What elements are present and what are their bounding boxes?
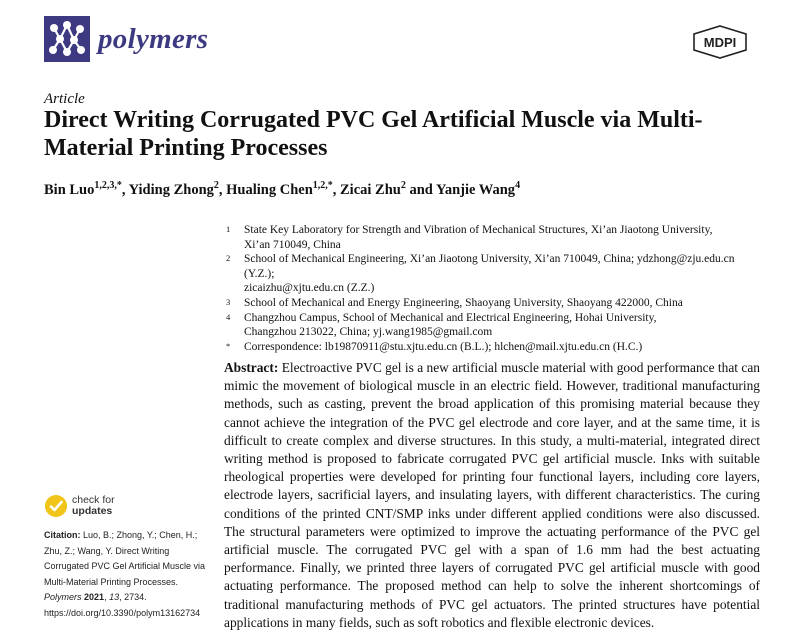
author-affiliation-marker: 2 [400,180,406,191]
author-affiliation-marker: 1,2,* [312,180,333,191]
abstract-text: Electroactive PVC gel is a new artificial muscle material with good performance that can mimic the movement of biological muscle in an electric field. However, traditional manufacturing methods, such as casting, prevent the broad application of this promising material because they cannot achieve the integration of the PVC gel electrode and core layer, and at the same time, it is difficult to create complex and diverse structures. In this study, a multi-material, integrated direct writing method is proposed to fabricate corrugated PVC gel artificial muscle. Inks with suitable rheological properties were developed for printing four functional layers, including core layers, electrode layers, sacrificial layers, and insulating layers, with different characteristics. The curing conditions of the printed CNT/SMP inks under different applied conditions were also discussed. The structural parameters were optimized to improve the actuating performance of the PVC gel artificial muscle. The corrugated PVC gel with a span of 1.6 mm had the best actuating performance. Finally, we printed three layers of corrugated PVC gel artificial muscle with good actuating performance. The proposed method can help to solve the inherent shortcomings of traditional manufacturing methods of PVC gel actuators. The printed structures have potential applications in many fields, such as soft robotics and flexible electronic devices. [224,360,760,630]
check-line2: updates [72,505,113,517]
affiliation-number: 1 [226,224,231,234]
affiliation-line: Correspondence: lb19870911@stu.xjtu.edu.cn (B.L.); hlchen@mail.xjtu.edu.cn (H.C.) [244,340,643,353]
affiliation-line: Changzhou 213022, China; yj.wang1985@gmail.com [244,326,493,339]
affiliation-line: School of Mechanical Engineering, Xi’an Jiaotong University, Xi’an 710049, China; ydzhong@zju.edu.cn (Y.Z.); [244,253,735,280]
author-name: Bin Luo [44,181,95,198]
author-affiliation-marker: 4 [515,180,521,191]
author-name: Zicai Zhu [340,181,401,198]
citation-volume: 13 [109,592,120,602]
citation-text: Luo, B.; Zhong, Y.; Chen, H.; Zhu, Z.; Wang, Y. Direct Writing Corrugated PVC Gel Artificial Muscle via Multi-Material Printing Processes. [44,530,206,587]
abstract [224,359,760,632]
citation-block: Citation: Luo, B.; Zhong, Y.; Chen, H.; Zhu, Z.; Wang, Y. Direct Writing Corrugated PVC Gel Artificial Muscle via Multi-Material Printing Processes. Polymers 2021, 13, 2734. https://doi.org/10.3390/polym13162734 [44,530,206,618]
abstract-label: Abstract: [224,360,279,375]
author-separator: , [121,181,129,198]
check-line1: check for [72,494,115,506]
affiliation-line: Xi’an 710049, China [244,238,341,251]
affiliation-number: 2 [226,253,231,264]
article-type: Article [44,91,85,107]
check-for-updates-button[interactable] [44,494,154,522]
affiliation-item [226,223,766,252]
check-badge-icon [44,494,68,518]
affiliation-item [226,340,766,355]
citation-year: 2021 [84,592,105,602]
citation-journal: Polymers [44,592,82,602]
affiliation-number: 3 [226,296,231,307]
affiliation-number: 4 [226,311,231,322]
affiliation-item [226,252,766,296]
author-name: Hualing Chen [226,181,313,198]
citation-pages: 2734. [124,592,147,602]
author-separator: , [218,181,227,198]
mdpi-logo [688,24,752,60]
author-affiliation-marker: 2 [213,180,219,191]
publisher-name: MDPI [703,35,737,50]
author-separator: , [332,181,341,198]
author-separator: and [405,181,436,198]
article-title: Direct Writing Corrugated PVC Gel Artificial Muscle via Multi-Material Printing Processes [44,107,703,161]
author-list [44,180,520,199]
affiliation-item [226,311,766,340]
author-name: Yiding Zhong [128,181,214,198]
affiliation-line: Changzhou Campus, School of Mechanical and Electrical Engineering, Hohai University, [244,311,657,324]
author-affiliation-marker: 1,2,3,* [94,180,122,191]
polymers-logo-icon [44,16,90,62]
journal-name: polymers [98,23,209,55]
affiliation-number: * [226,340,231,351]
affiliation-line: School of Mechanical and Energy Engineering, Shaoyang University, Shaoyang 422000, China [244,296,683,309]
affiliation-line: zicaizhu@xjtu.edu.cn (Z.Z.) [244,282,375,295]
affiliation-line: State Key Laboratory for Strength and Vibration of Mechanical Structures, Xi’an Jiaotong University, [244,224,713,236]
journal-header [44,16,760,66]
affiliation-list [226,223,766,354]
author-name: Yanjie Wang [435,181,516,198]
citation-label: Citation: [44,530,81,540]
citation-link[interactable]: https:// [44,607,72,618]
affiliation-item [226,296,766,311]
citation-doi[interactable]: doi.org/10.3390/polym13162734 [71,607,201,618]
